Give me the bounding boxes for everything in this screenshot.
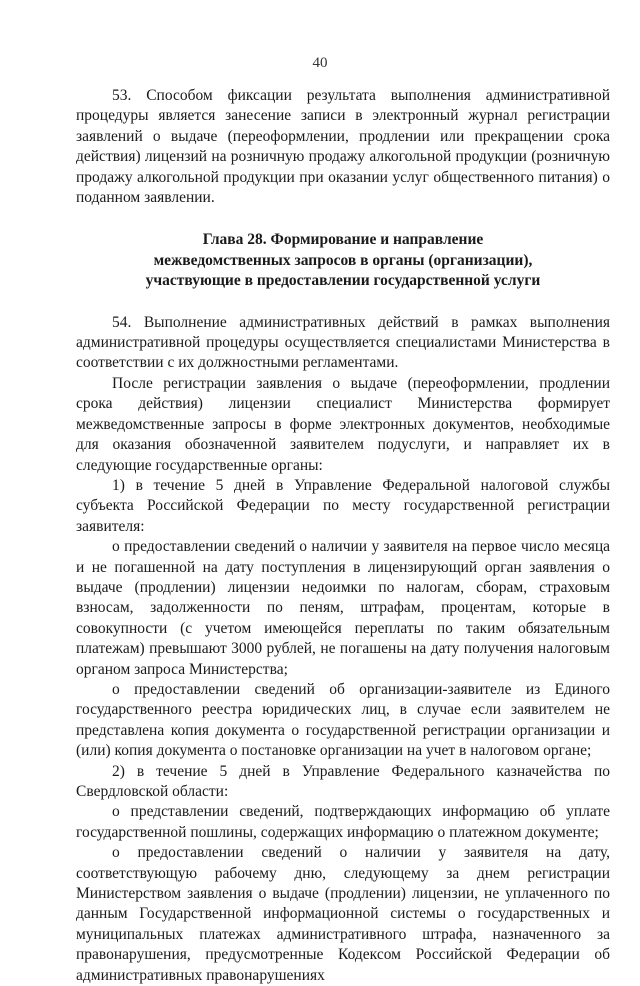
list-item-1-tax-arrears: о предоставлении сведений о наличии у заявителя на первое число месяца и не погашенной на дату поступления в лицензирующий орган заявления о выдаче (продлении) лицензии недоимки по налогам, сборам, страховым взносам, задолженности по пеням, штрафам, процентам, которые в совокупности (с учетом имеющейся переплаты по таким обязательным платежам) превышают 3000 рублей, не погашены на дату получения налоговым органом запроса Министерства; bbox=[76, 538, 610, 678]
list-item-2: 2) в течение 5 дней в Управление Федерального казначейства по Свердловской области: bbox=[76, 762, 610, 800]
chapter-heading-line-1: Глава 28. Формирование и направление bbox=[202, 231, 484, 249]
list-item-1: 1) в течение 5 дней в Управление Федеральной налоговой службы субъекта Российской Федерации по месту государственной регистрации заявителя: bbox=[76, 476, 610, 535]
list-item-1-egrul: о предоставлении сведений об организации-заявителе из Единого государственного реестра юридических лиц, в случае если заявителем не представлена копия документа о государственной регистрации организации и (или) копия документа о постановке организации на учет в налоговом органе; bbox=[76, 680, 610, 760]
list-item-2-state-duty: о представлении сведений, подтверждающих информацию об уплате государственной пошлины, содержащих информацию о платежном документе; bbox=[76, 803, 610, 841]
chapter-heading-line-2: межведомственных запросов в органы (организации), bbox=[153, 251, 533, 269]
list-item-2-fine: о предоставлении сведений о наличии у заявителя на дату, соответствующую рабочему дню, следующему за днем регистрации Министерством заявления о выдаче (продлении) лицензии, не уплаченного по данным Государственной информационной системы о государственных и муниципальных платежах административного штрафа, назначенного за правонарушения, предусмотренные Кодексом Российской Федерации об административных правонарушениях bbox=[76, 844, 610, 984]
chapter-heading bbox=[76, 230, 610, 291]
chapter-heading-line-3: участвующие в предоставлении государственной услуги bbox=[145, 272, 541, 290]
document-body bbox=[76, 86, 610, 986]
paragraph-54: 54. Выполнение административных действий в рамках выполнения административной процедуры осуществляется специалистами Министерства в соответствии с их должностными регламентами. bbox=[76, 313, 610, 372]
paragraph-53: 53. Способом фиксации результата выполнения административной процедуры является занесение записи в электронный журнал регистрации заявлений о выдаче (переоформлении, продлении или прекращении срока действия) лицензий на розничную продажу алкогольной продукции (розничную продажу алкогольной продукции при оказании услуг общественного питания) о поданном заявлении. bbox=[76, 87, 610, 207]
page-number: 40 bbox=[312, 55, 328, 71]
paragraph-after-registration: После регистрации заявления о выдаче (переоформлении, продлении срока действия) лицензии специалист Министерства формирует межведомственные запросы в форме электронных документов, необходимые для оказания обозначенной заявителем подуслуги, и направляет их в следующие государственные органы: bbox=[76, 374, 610, 474]
